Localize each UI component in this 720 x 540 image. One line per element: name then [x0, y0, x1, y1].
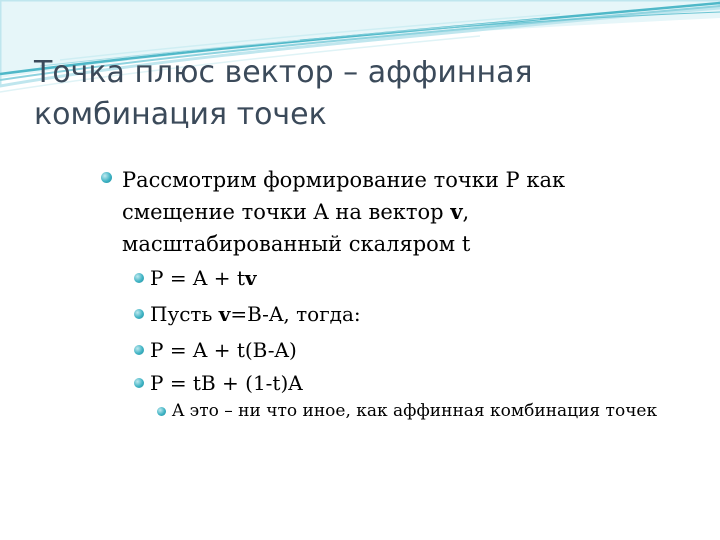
sub-bullet-item — [150, 264, 257, 292]
slide-title — [34, 52, 694, 136]
bullet-icon — [134, 345, 144, 355]
text-segment: , — [462, 200, 470, 224]
text-segment: P = tB + (1-t)A — [150, 371, 303, 395]
vector-symbol: v — [218, 302, 231, 326]
sub-bullet-item — [150, 369, 303, 397]
text-segment: =B-A, тогда: — [230, 302, 361, 326]
text-segment: P = A + t(B-A) — [150, 338, 297, 362]
bullet-level1-line-2 — [122, 196, 682, 228]
bullet-icon — [134, 273, 144, 283]
bullet-icon — [134, 378, 144, 388]
text-segment: Пусть — [150, 302, 219, 326]
bullet-icon — [134, 309, 144, 319]
bullet-icon — [157, 407, 166, 416]
sub-bullet-item — [150, 300, 361, 328]
sub-bullet-item — [150, 336, 297, 364]
text-segment: P = A + t — [150, 266, 245, 290]
bullet-icon — [101, 172, 112, 183]
vector-symbol: v — [450, 199, 463, 224]
text-segment: смещение точки A на вектор — [122, 200, 451, 224]
bullet-level1 — [122, 164, 682, 260]
slide-title-line-1: Точка плюс вектор – аффинная — [34, 55, 533, 90]
slide-title-line-2: комбинация точек — [34, 97, 327, 132]
bullet-level1-line-3: масштабированный скаляром t — [122, 232, 471, 256]
sub-sub-bullet-item: A это – ни что иное, как аффинная комбинация точек — [172, 401, 658, 421]
bullet-level1-line-1: Рассмотрим формирование точки P как — [122, 168, 566, 192]
vector-symbol: v — [244, 266, 257, 290]
